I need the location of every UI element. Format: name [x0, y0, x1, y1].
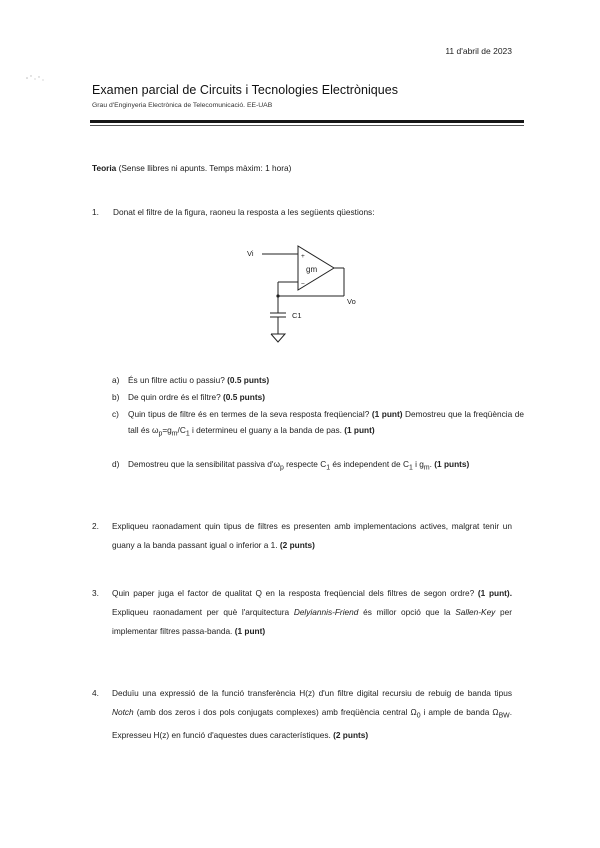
question-text-4: . Expresseu H(z) en funció d'aquestes dues característiques. [112, 707, 512, 740]
section-label: Teoria [92, 163, 117, 173]
points: (1 punt) [234, 626, 266, 636]
subquestion-label: b) [112, 392, 120, 402]
question-number: 2. [92, 521, 99, 531]
question-text-2: (amb dos zeros i dos pols conjugats complexes) amb freqüència central Ω [136, 707, 417, 717]
points: (1 punt) [344, 425, 375, 435]
subquestion-text: És un filtre actiu o passiu? [128, 375, 225, 385]
subscript: BW [498, 712, 510, 720]
subscript: m [423, 464, 430, 472]
points: (2 punts) [333, 729, 369, 740]
question-number: 3. [92, 588, 99, 598]
notch: Notch [112, 707, 134, 717]
label-gm: gm [306, 265, 318, 274]
subscript: 1 [408, 464, 413, 472]
subquestion-text-5: . [429, 459, 432, 469]
subquestion-text-2: respecte C [283, 459, 327, 469]
exam-date: 11 d'abril de 2023 [445, 46, 512, 56]
question-text-4: per implementar filtres passa-banda. [112, 607, 513, 636]
header-rule [90, 120, 524, 123]
label-vi: Vi [247, 249, 254, 258]
exam-subtitle: Grau d'Enginyeria Electrònica de Telecomunicació. EE-UAB [92, 102, 273, 109]
points: (1 punt) [371, 409, 403, 419]
subscript: 0 [416, 712, 421, 720]
subquestion-label: a) [112, 375, 120, 385]
junction-dot [276, 294, 279, 297]
label-plus: + [301, 253, 305, 260]
subscript: p [158, 430, 163, 438]
subscript: m [171, 430, 178, 438]
exam-title: Examen parcial de Circuits i Tecnologies Electròniques [92, 83, 399, 97]
section-note: (Sense llibres ni apunts. Temps màxim: 1 hora) [118, 163, 292, 173]
points: (1 punts) [434, 459, 470, 469]
question-number: 1. [92, 207, 99, 217]
label-c1: C1 [292, 311, 302, 320]
header-rule-thin [90, 125, 524, 126]
subquestion-text-4: i g [412, 459, 424, 469]
subquestion-text: Quin tipus de filtre és en termes de la seva resposta freqüencial? [128, 409, 370, 419]
sallen-key: Sallen-Key [455, 607, 496, 617]
label-minus: − [301, 281, 305, 288]
question-text: Deduïu una expressió de la funció transferència H(z) d'un filtre digital recursiu de rebuig de banda tipus [112, 688, 512, 698]
section-heading [92, 163, 291, 173]
question-text-3: és millor opció que la [363, 607, 451, 617]
label-vo: Vo [347, 297, 356, 306]
question-number: 4. [92, 688, 99, 698]
subscript: p [279, 464, 284, 472]
points: (0.5 punts) [223, 392, 265, 402]
question-text: Donat el filtre de la figura, raoneu la resposta a les següents qüestions: [113, 207, 375, 217]
points: (1 punt). [477, 588, 512, 598]
subquestion-text-4: /C [177, 425, 186, 435]
subquestion-text-2: Demostreu que la freqüència de tall és ω [128, 409, 524, 435]
subquestion-label: c) [112, 409, 119, 419]
ota-filter-circuit [240, 238, 370, 350]
question-text: Expliqueu raonadament quin tipus de filtres es presenten amb implementacions actives, malgrat tenir un guany a la banda passant igual o inferior a 1. [112, 521, 512, 550]
subquestion-text: De quin ordre és el filtre? [128, 392, 221, 402]
question-text: Quin paper juga el factor de qualitat Q en la resposta freqüencial dels filtres de segon ordre? [112, 588, 475, 598]
subquestion-text-5: i determineu el guany a la banda de pas. [189, 425, 342, 435]
subscript: 1 [185, 430, 190, 438]
subscript: 1 [326, 464, 331, 472]
subquestion-text-3: =g [162, 425, 172, 435]
points: (2 punts) [279, 540, 315, 550]
question-text-2: Expliqueu raonadament per què l'arquitectura [112, 607, 290, 617]
subquestion-text: Demostreu que la sensibilitat passiva d'ω [128, 459, 280, 469]
delyiannis-friend: Delyiannis-Friend [293, 607, 359, 617]
subquestion-label: d) [112, 459, 120, 469]
question-text-3: i ample de banda Ω [420, 707, 499, 717]
subquestion-text-3: és independent de C [330, 459, 409, 469]
scan-mark [24, 72, 46, 84]
points: (0.5 punts) [227, 375, 270, 385]
